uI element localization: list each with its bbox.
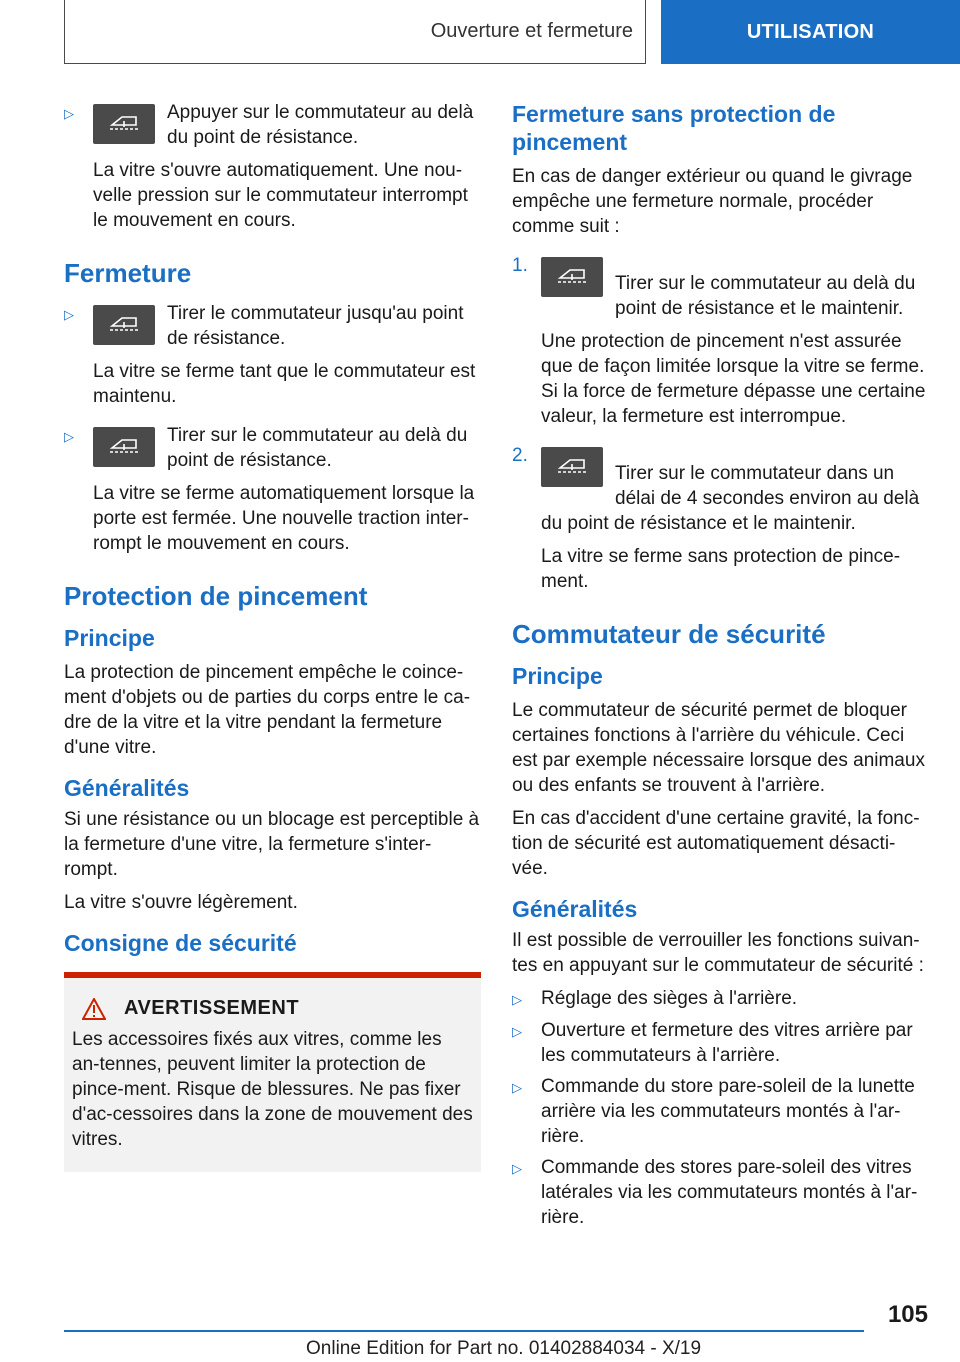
list-item [512,1155,930,1230]
item-text: Tirer sur le commutateur au delà du point de résistance. [167,425,468,471]
triangle-right-icon: ▷ [512,1024,522,1039]
list-item [64,423,481,564]
left-column [64,100,481,1172]
heading-fermeture-sans: Fermeture sans protection de pincement [512,101,836,155]
heading-principe: Principe [64,625,155,651]
step-subtext: Une protection de pincement n'est assurée que de façon limitée lorsque la vitre se ferme. Si la force de fermeture dépasse une certaine valeur, la fermeture est interrompue. [541,331,926,427]
header-tab-label: UTILISATION [746,20,875,43]
heading-principe: Principe [512,663,603,689]
bullet-text: Commande du store pare-soleil de la lunette arrière via les commutateurs montés à l'ar-rière. [541,1076,915,1147]
warning-text: Les accessoires fixés aux vitres, comme les an-tennes, peuvent limiter la protection de pince-ment. Risque de blessures. Ne pas fixer d'ac-cessoires dans la zone de mouvement des vitres. [72,1029,473,1150]
item-subtext: La vitre se ferme tant que le commutateur est maintenu. [93,361,476,407]
bullet-text: Ouverture et fermeture des vitres arrière par les commutateurs à l'arrière. [541,1020,913,1066]
fermeture-sans-text: En cas de danger extérieur ou quand le givrage empêche une fermeture normale, procéder comme suit : [512,166,913,237]
page-number: 105 [887,1301,928,1328]
triangle-right-icon: ▷ [512,1161,522,1176]
warning-triangle-icon [82,998,106,1020]
bullet-text: Commande des stores pare-soleil des vitres latérales via les commutateurs montés à l'ar-rière. [541,1157,918,1228]
triangle-right-icon: ▷ [512,1080,522,1095]
header-section-title [64,0,646,64]
window-switch-icon [541,257,603,297]
item-subtext: La vitre se ferme automatiquement lorsque la porte est fermée. Une nouvelle traction inter-rompt le mouvement en cours. [93,483,475,554]
step-text: Tirer sur le commutateur dans un délai de 4 secondes environ au delà du point de résistance et le maintenir. [541,463,920,534]
principe-text: Le commutateur de sécurité permet de bloquer certaines fonctions à l'arrière du véhicule. Ceci est par exemple nécessaire lorsque des animaux ou des enfants se trouvent à l'arrière. [512,700,925,796]
triangle-right-icon: ▷ [512,992,522,1007]
step-text: Tirer sur le commutateur au delà du point de résistance et le maintenir. [615,273,916,319]
list-item [64,100,481,241]
heading-commutateur: Commutateur de sécurité [512,619,826,649]
item-text: Appuyer sur le commutateur au delà du point de résistance. [167,102,474,148]
heading-fermeture: Fermeture [64,258,192,288]
list-item [512,1074,930,1149]
step-number: 2. [512,445,528,466]
list-item [512,253,930,437]
window-switch-icon [93,427,155,467]
edition-text: Online Edition for Part no. 01402884034 - X/19 [306,1338,702,1359]
window-switch-icon [93,305,155,345]
item-subtext: La vitre s'ouvre automatiquement. Une nou-velle pression sur le commutateur interrompt le mouvement en cours. [93,160,468,231]
principe-text: La protection de pincement empêche le coince-ment d'objets ou de parties du corps entre le ca-dre de la vitre et la vitre pendant la fermeture d'une vitre. [64,662,471,758]
step-number: 1. [512,255,528,276]
heading-generalites: Généralités [512,896,638,922]
triangle-right-icon: ▷ [64,429,74,444]
item-text: Tirer le commutateur jusqu'au point de résistance. [167,303,464,349]
header-section-label: Ouverture et fermeture [430,20,633,42]
right-column [512,100,930,1236]
warning-title-label: AVERTISSEMENT [124,997,300,1019]
principe-text: En cas d'accident d'une certaine gravité, la fonc-tion de sécurité est automatiquement désacti-vée. [512,808,920,879]
generalites-text: La vitre s'ouvre légèrement. [64,892,298,913]
window-switch-icon [541,447,603,487]
heading-consigne: Consigne de sécurité [64,930,297,956]
window-switch-icon [93,104,155,144]
header-tab [661,0,960,64]
generalites-text: Si une résistance ou un blocage est perceptible à la fermeture d'une vitre, la fermeture s'inter-rompt. [64,809,480,880]
list-item [64,301,481,417]
warning-box [64,972,481,1172]
footer-divider [64,1330,864,1332]
triangle-right-icon: ▷ [64,106,74,121]
list-item [512,443,930,602]
triangle-right-icon: ▷ [64,307,74,322]
warning-title [72,996,473,1021]
step-subtext: La vitre se ferme sans protection de pince-ment. [541,546,901,592]
bullet-text: Réglage des sièges à l'arrière. [541,988,798,1009]
list-item [512,986,930,1012]
list-item [512,1018,930,1068]
heading-protection: Protection de pincement [64,581,368,611]
heading-generalites: Généralités [64,775,190,801]
generalites-text: Il est possible de verrouiller les fonctions suivan-tes en appuyant sur le commutateur de sécurité : [512,930,924,976]
